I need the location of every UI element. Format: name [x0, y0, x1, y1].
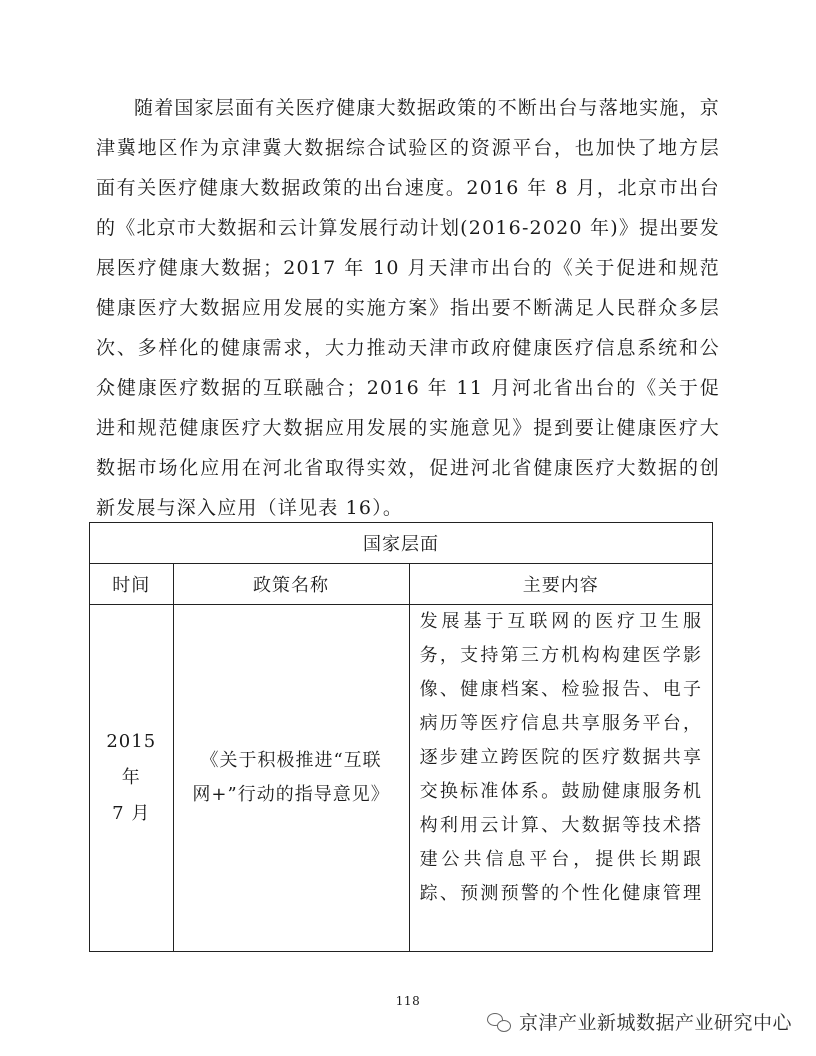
content-line: 像、健康档案、检验报告、电子: [419, 679, 702, 700]
content-line: 建公共信息平台，提供长期跟: [419, 849, 702, 870]
content-line: 交换标准体系。鼓励健康服务机: [419, 781, 702, 802]
cell-content: [409, 605, 712, 952]
header-name: 政策名称: [173, 564, 409, 605]
content-line: 踪、预测预警的个性化健康管理: [419, 883, 702, 904]
table-row: [90, 605, 713, 952]
header-content: 主要内容: [409, 564, 712, 605]
content-line: 逐步建立跨医院的医疗数据共享: [419, 747, 702, 768]
page-number: 118: [395, 994, 421, 1008]
wechat-icon: [487, 1011, 511, 1033]
content-line: 发展基于互联网的医疗卫生服: [419, 611, 702, 632]
policy-table: [89, 522, 713, 952]
cell-time-year: 2015 年: [106, 731, 157, 788]
cell-time-month: 7 月: [112, 803, 151, 824]
table-section-row: [90, 523, 713, 564]
cell-policy-name: 《关于积极推进“互联网+”行动的指导意见》: [173, 605, 409, 952]
section-title: 国家层面: [90, 523, 713, 564]
source-watermark: [487, 1008, 792, 1035]
content-line: 构利用云计算、大数据等技术搭: [419, 815, 702, 836]
watermark-text: 京津产业新城数据产业研究中心: [518, 1012, 792, 1034]
cell-time: [90, 605, 174, 952]
content-line: 务，支持第三方机构构建医学影: [419, 645, 702, 666]
table-header-row: [90, 564, 713, 605]
header-time: 时间: [90, 564, 174, 605]
body-paragraph: 随着国家层面有关医疗健康大数据政策的不断出台与落地实施，京津冀地区作为京津冀大数据综合试验区的资源平台，也加快了地方层面有关医疗健康大数据政策的出台速度。2016 年 8 月，北京市出台的《北京市大数据和云计算发展行动计划(2016-2020 年)》提出要发展医疗健康大数据；2017 年 10 月天津市出台的《关于促进和规范健康医疗大数据应用发展的实施方案》指出要不断满足人民群众多层次、多样化的健康需求，大力推动天津市政府健康医疗信息系统和公众健康医疗数据的互联融合；2016 年 11 月河北省出台的《关于促进和规范健康医疗大数据应用发展的实施意见》提到要让健康医疗大数据市场化应用在河北省取得实效，促进河北省健康医疗大数据的创新发展与深入应用（详见表 16）。: [96, 97, 720, 519]
content-line: 病历等医疗信息共享服务平台，: [419, 713, 702, 734]
